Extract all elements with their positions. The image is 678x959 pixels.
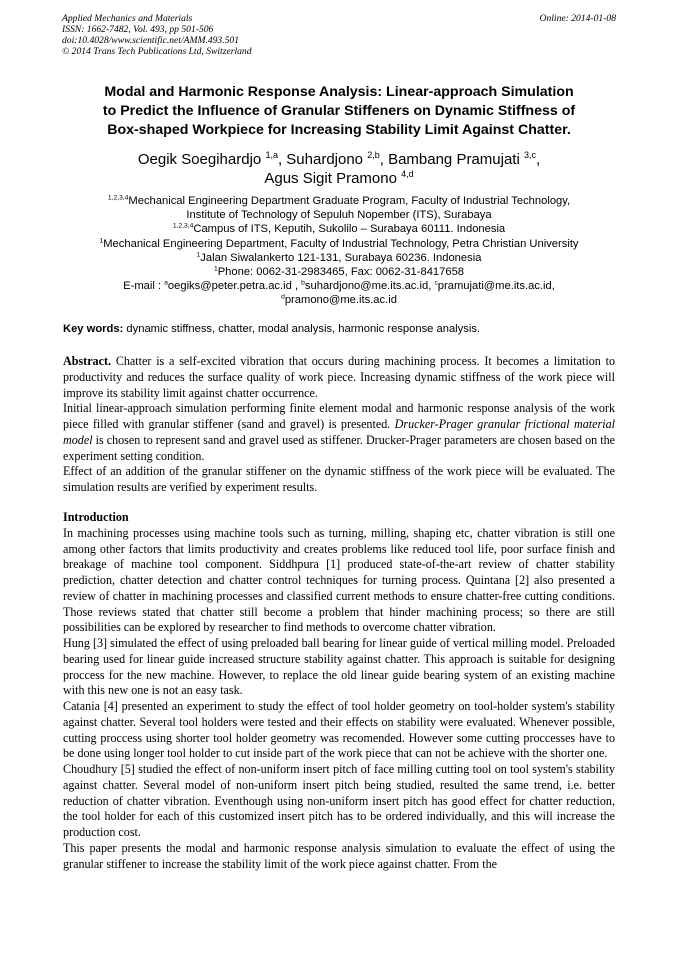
author-sup: 4,d [401, 169, 414, 179]
abstract-label: Abstract. [63, 354, 112, 368]
email-address: pramono@me.its.ac.id [284, 294, 397, 307]
section-heading: Introduction [63, 510, 129, 524]
email-line [40, 279, 638, 293]
abstract-section [63, 354, 615, 496]
journal-issn: ISSN: 1662-7482, Vol. 493, pp 501-506 [62, 24, 214, 35]
affiliation-line: Institute of Technology of Sepuluh Nopember (ITS), Surabaya [186, 209, 492, 222]
journal-copyright: © 2014 Trans Tech Publications Ltd, Switzerland [62, 46, 252, 57]
abstract-paragraph: Effect of an addition of the granular stiffener on the dynamic stiffness of the work piece will be evaluated. The simulation results are verified by experiment results. [63, 464, 615, 494]
journal-doi: doi:10.4028/www.scientific.net/AMM.493.501 [62, 35, 240, 46]
email-sup: a [164, 279, 168, 287]
keywords-text: dynamic stiffness, chatter, modal analysis, harmonic response analysis. [123, 323, 481, 335]
affiliation-line: Mechanical Engineering Department Graduate Program, Faculty of Industrial Technology, [128, 195, 571, 207]
title-line: Box-shaped Workpiece for Increasing Stability Limit Against Chatter. [107, 122, 571, 138]
author-name: Oegik Soegihardjo [137, 151, 262, 168]
body-paragraph: Catania [4] presented an experiment to study the effect of tool holder geometry on tool-holder system's stability against chatter. Several tool holders were tested and their effects on stability were evaluated. Whenever possible, cutting proccess using shorter tool holder geometry was recomended. However some cutting proccesses have to be done using longer tool holder to cut inside part of the work piece that can not be achieve with the shorter one. [63, 699, 615, 761]
author-list: Oegik Soegihardjo $^{1,a}$, Suhardjono $^{2,b}$, Bambang Pramujati $^{3,c}$, Agus Sigit Pramono $^{4,d}$ [137, 150, 541, 187]
email-address: oegiks@peter.petra.ac.id , [167, 280, 299, 293]
body-paragraph: In machining processes using machine tools such as turning, milling, shaping etc, chatter vibration is still one among other factors that limits productivity and creates problems like reduced tool life, poor surface finish and breakage of machine tool component. Siddhpura [1] produced state-of-the-art review of chatter stability prediction, chatter detection and chatter control techniques for turning process. Quintana [2] also presented a review of chatter in machining processes and classified current methods to ensure chatter-free cutting conditions. Those reviews stated that chatter still become a problem that hinder machining process; so there are still possibilities can be explored by researcher to find methods to overcome chatter vibration. [63, 525, 615, 635]
abstract-text: Initial linear-approach simulation performing finite element modal and harmonic response analysis of the work piece filled with granular stiffener (sand and gravel) is presented. [63, 401, 615, 431]
affiliation-line: Campus of ITS, Keputih, Sukolilo – Surabaya 60111. Indonesia [193, 223, 506, 236]
affiliation-line: Mechanical Engineering Department, Faculty of Industrial Technology, Petra Christian University [103, 237, 579, 250]
title-line: Modal and Harmonic Response Analysis: Linear-approach Simulation [104, 84, 574, 100]
body-paragraph: Choudhury [5] studied the effect of non-uniform insert pitch of face milling cutting tool on tool system's stability against chatter. Several model of non-uniform insert pitch being studied, resulted the same trend, i.e. better reduction of chatter vibration. Eventhough using non-uniform insert pitch has good effect for chatter reduction, the tool holder for each of this customized insert pitch has to be ordered individually, and this will increase the production cost. [63, 762, 615, 839]
online-date: Online: 2014-01-08 [539, 13, 616, 24]
abstract-text: Chatter is a self-excited vibration that occurs during machining process. It becomes a limitation to productivity and reduces the surface quality of work piece. Increasing dynamic stiffness of the work piece will improve its stability limit against chatter occurrence. [63, 354, 615, 400]
author-name: Suhardjono [286, 151, 364, 168]
aff-sup: 1 [213, 265, 218, 273]
abstract-paragraph [63, 401, 615, 464]
abstract-model-name: Drucker-Prager granular frictional material model [63, 417, 615, 447]
author-name: Bambang Pramujati [388, 151, 520, 168]
abstract-text: is chosen to represent sand and gravel used as stiffener. Drucker-Prager parameters are chosen based on the experiment setting condition. [63, 432, 615, 463]
body-paragraph: Hung [3] simulated the effect of using preloaded ball bearing for linear guide of vertical milling model. Preloaded bearing used for linear guide increased structure stability against chatter. This approach is suitable for designing proccess for the new machine. However, to replace the old linear guide bearing system of an existing machine with this new one is not an easy task. [63, 636, 615, 698]
paper-title [40, 83, 638, 140]
email-address: suhardjono@me.its.ac.id, [304, 280, 432, 293]
aff-sup: 1,2,3,4 [172, 222, 194, 230]
email-sup: c [434, 279, 438, 287]
affiliation-line: Phone: 0062-31-2983465, Fax: 0062-31-8417658 [217, 266, 465, 279]
affiliations [40, 194, 638, 308]
keywords-label: Key words: [63, 323, 124, 335]
aff-sup: 1 [99, 236, 104, 244]
body-paragraph: This paper presents the modal and harmonic response analysis simulation to evaluate the effect of using the granular stiffener to increase the stability limit of the work piece against chatter. From the [63, 840, 615, 871]
email-label: E-mail : [123, 280, 162, 293]
email-address: pramujati@me.its.ac.id, [437, 280, 555, 293]
author-sup: 2,b [367, 150, 380, 160]
author-sup: 3,c [523, 150, 536, 160]
author-name: Agus Sigit Pramono [264, 170, 397, 187]
keywords [63, 322, 623, 336]
title-line: to Predict the Influence of Granular Stiffeners on Dynamic Stiffness of [102, 103, 576, 119]
affiliation-line: Jalan Siwalankerto 121-131, Surabaya 60236. Indonesia [200, 251, 482, 264]
abstract-paragraph [63, 354, 615, 401]
introduction-section [63, 510, 615, 872]
journal-header [62, 13, 616, 57]
aff-sup: 1,2,3,4 [107, 194, 129, 202]
email-sup: b [301, 279, 305, 287]
journal-name: Applied Mechanics and Materials [62, 13, 193, 24]
author-sup: 1,a [265, 150, 278, 160]
aff-sup: 1 [196, 251, 201, 259]
email-sup: d [281, 293, 285, 301]
